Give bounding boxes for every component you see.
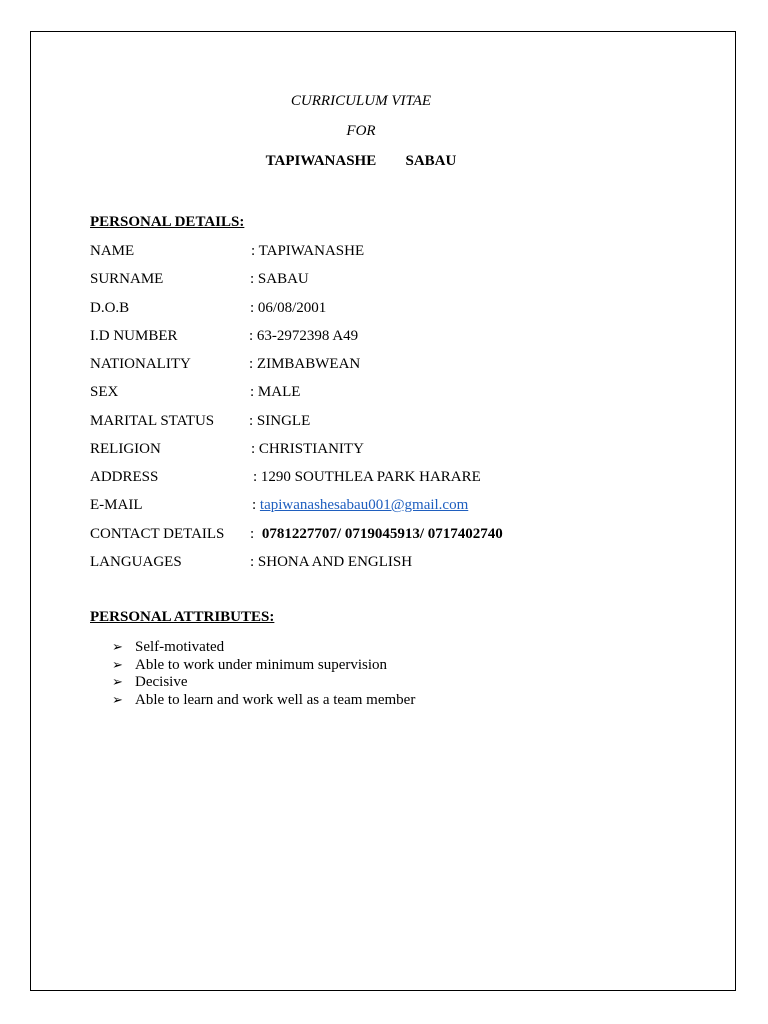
detail-label: D.O.B bbox=[90, 300, 130, 316]
list-item bbox=[112, 639, 415, 657]
attribute-text: Decisive bbox=[135, 674, 188, 690]
detail-label: ADDRESS bbox=[90, 469, 159, 485]
candidate-name-heading: TAPIWANASHE SABAU bbox=[265, 153, 457, 169]
detail-label: CONTACT DETAILS bbox=[90, 526, 225, 542]
detail-value: : 06/08/2001 bbox=[250, 300, 327, 316]
personal-details-heading: PERSONAL DETAILS: bbox=[90, 214, 245, 230]
detail-label: NAME bbox=[90, 243, 135, 259]
list-item bbox=[112, 674, 415, 692]
contact-numbers: 0781227707/ 0719045913/ 0717402740 bbox=[261, 526, 503, 542]
attribute-text: Self-motivated bbox=[135, 639, 225, 655]
attribute-text: Able to learn and work well as a team member bbox=[135, 691, 416, 708]
detail-value: : SHONA AND ENGLISH bbox=[250, 554, 413, 570]
attributes-list bbox=[112, 639, 415, 709]
detail-label: E-MAIL bbox=[90, 497, 143, 513]
detail-value: : 1290 SOUTHLEA PARK HARARE bbox=[253, 469, 481, 485]
document-title-for: FOR bbox=[346, 123, 376, 139]
detail-colon: : bbox=[250, 526, 255, 542]
document-title: CURRICULUM VITAE bbox=[290, 93, 432, 109]
list-item bbox=[112, 657, 415, 675]
detail-value: : 63-2972398 A49 bbox=[249, 328, 359, 344]
personal-attributes-heading: PERSONAL ATTRIBUTES: bbox=[90, 609, 275, 625]
detail-label: SEX bbox=[90, 384, 119, 400]
detail-label: I.D NUMBER bbox=[90, 328, 178, 344]
email-link[interactable]: tapiwanashesabau001@gmail.com bbox=[259, 497, 469, 513]
detail-label: MARITAL STATUS bbox=[90, 413, 215, 429]
detail-label: SURNAME bbox=[90, 271, 164, 287]
detail-value: : SABAU bbox=[250, 271, 309, 287]
detail-value: : TAPIWANASHE bbox=[251, 243, 365, 259]
detail-label: RELIGION bbox=[90, 441, 161, 457]
detail-label: LANGUAGES bbox=[90, 554, 182, 570]
detail-value: : ZIMBABWEAN bbox=[249, 356, 361, 372]
detail-value: : MALE bbox=[250, 384, 301, 400]
arrowhead-bullet-icon: ➢ bbox=[112, 640, 123, 655]
attribute-text: Able to work under minimum supervision bbox=[135, 656, 388, 673]
detail-value: : CHRISTIANITY bbox=[251, 441, 364, 457]
detail-value: : SINGLE bbox=[249, 413, 311, 429]
arrowhead-bullet-icon: ➢ bbox=[112, 657, 123, 673]
arrowhead-bullet-icon: ➢ bbox=[112, 675, 123, 690]
detail-colon: : bbox=[252, 497, 257, 513]
arrowhead-bullet-icon: ➢ bbox=[112, 692, 123, 708]
detail-label: NATIONALITY bbox=[90, 356, 191, 372]
list-item bbox=[112, 692, 415, 710]
